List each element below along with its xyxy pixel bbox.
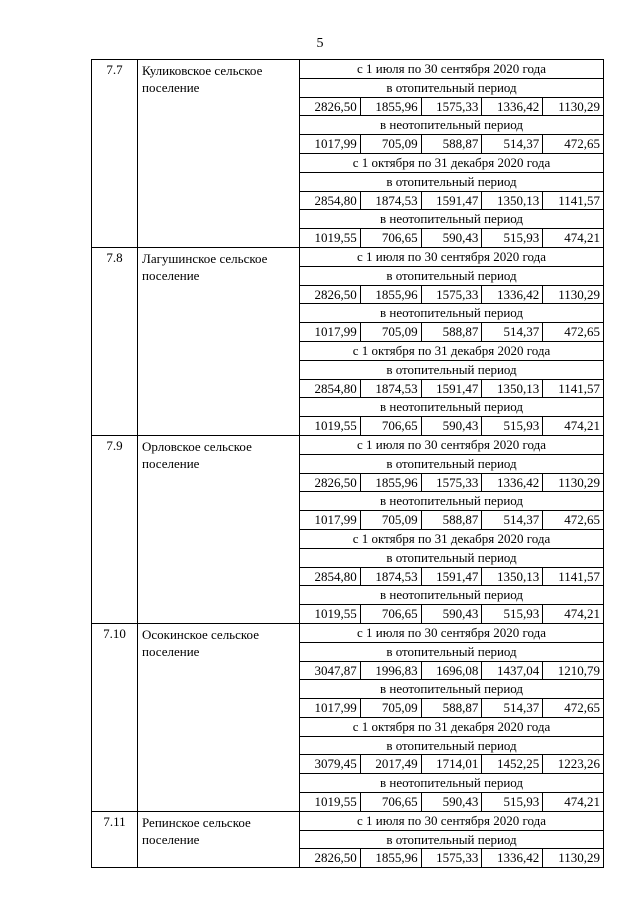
- value-cell: 2826,50: [314, 286, 357, 302]
- value-cell: 1714,01: [421, 755, 482, 773]
- value-cell: 1591,47: [421, 380, 482, 398]
- non-heating-label: в неотопительный период: [300, 210, 603, 229]
- value-cell: 1336,42: [481, 98, 542, 116]
- value-cell: 1350,13: [481, 192, 542, 210]
- row-number: 7.7: [92, 60, 138, 248]
- period-label: с 1 июля по 30 сентября 2020 года: [300, 248, 603, 267]
- values-row: [300, 417, 603, 435]
- values-row: [300, 286, 603, 305]
- non-heating-label: в неотопительный период: [300, 774, 603, 793]
- heating-label: в отопительный период: [300, 737, 603, 756]
- value-cell: 706,65: [360, 605, 421, 623]
- value-cell: 705,09: [360, 323, 421, 341]
- value-cell: 514,37: [481, 135, 542, 153]
- value-cell: 1591,47: [421, 192, 482, 210]
- row-number: 7.11: [92, 811, 138, 867]
- period-label: с 1 июля по 30 сентября 2020 года: [300, 624, 603, 643]
- values-row: [300, 662, 603, 681]
- value-cell: 2854,80: [314, 192, 357, 208]
- value-cell: 1130,29: [542, 474, 603, 492]
- value-cell: 2826,50: [314, 850, 357, 866]
- value-cell: 3079,45: [314, 756, 357, 772]
- value-cell: 472,65: [542, 511, 603, 529]
- heating-label: в отопительный период: [300, 79, 603, 98]
- values-row: [300, 755, 603, 774]
- value-cell: 1452,25: [481, 755, 542, 773]
- values-row: [300, 135, 603, 154]
- period-label: с 1 октября по 31 декабря 2020 года: [300, 154, 603, 173]
- heating-label: в отопительный период: [300, 831, 603, 850]
- value-cell: 515,93: [481, 793, 542, 811]
- non-heating-label: в неотопительный период: [300, 492, 603, 511]
- values-row: [300, 793, 603, 811]
- value-cell: 1996,83: [360, 662, 421, 680]
- table-row: [92, 60, 604, 248]
- value-cell: 1017,99: [314, 700, 357, 716]
- value-cell: 588,87: [421, 511, 482, 529]
- settlement-name: Осокинское сельское поселение: [138, 623, 300, 811]
- value-cell: 1019,55: [314, 230, 357, 246]
- value-cell: 1130,29: [542, 286, 603, 304]
- value-cell: 1874,53: [360, 380, 421, 398]
- period-label: с 1 октября по 31 декабря 2020 года: [300, 530, 603, 549]
- row-number: 7.10: [92, 623, 138, 811]
- value-cell: 2854,80: [314, 568, 357, 584]
- value-cell: 706,65: [360, 417, 421, 435]
- value-cell: 705,09: [360, 135, 421, 153]
- value-cell: 474,21: [542, 793, 603, 811]
- rates-cell: [300, 811, 604, 867]
- period-label: с 1 октября по 31 декабря 2020 года: [300, 342, 603, 361]
- value-cell: 1350,13: [481, 568, 542, 586]
- values-row: [300, 568, 603, 587]
- value-cell: 474,21: [542, 417, 603, 435]
- value-cell: 1855,96: [360, 849, 421, 867]
- value-cell: 706,65: [360, 229, 421, 247]
- heating-label: в отопительный период: [300, 549, 603, 568]
- value-cell: 1223,26: [542, 755, 603, 773]
- value-cell: 472,65: [542, 323, 603, 341]
- values-row: [300, 849, 603, 867]
- value-cell: 1019,55: [314, 418, 357, 434]
- values-row: [300, 323, 603, 342]
- settlement-name: Лагушинское сельское поселение: [138, 247, 300, 435]
- row-number: 7.8: [92, 247, 138, 435]
- value-cell: 1874,53: [360, 568, 421, 586]
- value-cell: 1874,53: [360, 192, 421, 210]
- rates-cell: [300, 435, 604, 623]
- value-cell: 474,21: [542, 229, 603, 247]
- heating-label: в отопительный период: [300, 361, 603, 380]
- value-cell: 1575,33: [421, 474, 482, 492]
- value-cell: 1855,96: [360, 98, 421, 116]
- table-row: [92, 811, 604, 867]
- value-cell: 1575,33: [421, 98, 482, 116]
- period-label: с 1 июля по 30 сентября 2020 года: [300, 436, 603, 455]
- table-row: [92, 247, 604, 435]
- value-cell: 705,09: [360, 699, 421, 717]
- value-cell: 472,65: [542, 135, 603, 153]
- settlement-name: Куликовское сельское поселение: [138, 60, 300, 248]
- value-cell: 1437,04: [481, 662, 542, 680]
- value-cell: 1141,57: [542, 568, 603, 586]
- values-row: [300, 380, 603, 399]
- value-cell: 2017,49: [360, 755, 421, 773]
- values-row: [300, 511, 603, 530]
- value-cell: 515,93: [481, 605, 542, 623]
- rates-cell: [300, 623, 604, 811]
- value-cell: 1017,99: [314, 324, 357, 340]
- settlement-name: Орловское сельское поселение: [138, 435, 300, 623]
- value-cell: 514,37: [481, 511, 542, 529]
- rates-cell: [300, 60, 604, 248]
- value-cell: 3047,87: [314, 662, 357, 678]
- non-heating-label: в неотопительный период: [300, 586, 603, 605]
- value-cell: 1575,33: [421, 286, 482, 304]
- table-row: [92, 623, 604, 811]
- value-cell: 1336,42: [481, 474, 542, 492]
- value-cell: 1336,42: [481, 286, 542, 304]
- value-cell: 474,21: [542, 605, 603, 623]
- heating-label: в отопительный период: [300, 267, 603, 286]
- heating-label: в отопительный период: [300, 173, 603, 192]
- tariff-table: [91, 59, 604, 868]
- value-cell: 590,43: [421, 605, 482, 623]
- non-heating-label: в неотопительный период: [300, 116, 603, 135]
- value-cell: 472,65: [542, 699, 603, 717]
- value-cell: 515,93: [481, 229, 542, 247]
- value-cell: 1019,55: [314, 606, 357, 622]
- rates-cell: [300, 247, 604, 435]
- value-cell: 590,43: [421, 417, 482, 435]
- non-heating-label: в неотопительный период: [300, 304, 603, 323]
- value-cell: 2826,50: [314, 98, 357, 114]
- values-row: [300, 474, 603, 493]
- value-cell: 1130,29: [542, 849, 603, 867]
- table-row: [92, 435, 604, 623]
- value-cell: 588,87: [421, 699, 482, 717]
- values-row: [300, 229, 603, 247]
- value-cell: 1141,57: [542, 192, 603, 210]
- value-cell: 1210,79: [542, 662, 603, 680]
- non-heating-label: в неотопительный период: [300, 398, 603, 417]
- value-cell: 1017,99: [314, 512, 357, 528]
- value-cell: 1336,42: [481, 849, 542, 867]
- heating-label: в отопительный период: [300, 455, 603, 474]
- value-cell: 1017,99: [314, 136, 357, 152]
- value-cell: 706,65: [360, 793, 421, 811]
- value-cell: 514,37: [481, 323, 542, 341]
- value-cell: 590,43: [421, 229, 482, 247]
- settlement-name: Репинское сельское поселение: [138, 811, 300, 867]
- page-number: 5: [316, 36, 324, 51]
- values-row: [300, 192, 603, 211]
- period-label: с 1 июля по 30 сентября 2020 года: [300, 812, 603, 831]
- values-row: [300, 699, 603, 718]
- value-cell: 1575,33: [421, 849, 482, 867]
- value-cell: 1350,13: [481, 380, 542, 398]
- value-cell: 705,09: [360, 511, 421, 529]
- value-cell: 1855,96: [360, 474, 421, 492]
- values-row: [300, 98, 603, 117]
- value-cell: 1696,08: [421, 662, 482, 680]
- value-cell: 1591,47: [421, 568, 482, 586]
- period-label: с 1 октября по 31 декабря 2020 года: [300, 718, 603, 737]
- value-cell: 2826,50: [314, 474, 357, 490]
- value-cell: 590,43: [421, 793, 482, 811]
- values-row: [300, 605, 603, 623]
- value-cell: 588,87: [421, 323, 482, 341]
- value-cell: 1019,55: [314, 794, 357, 810]
- value-cell: 1130,29: [542, 98, 603, 116]
- row-number: 7.9: [92, 435, 138, 623]
- value-cell: 1855,96: [360, 286, 421, 304]
- non-heating-label: в неотопительный период: [300, 680, 603, 699]
- period-label: с 1 июля по 30 сентября 2020 года: [300, 60, 603, 79]
- heating-label: в отопительный период: [300, 643, 603, 662]
- value-cell: 515,93: [481, 417, 542, 435]
- value-cell: 2854,80: [314, 380, 357, 396]
- value-cell: 1141,57: [542, 380, 603, 398]
- value-cell: 588,87: [421, 135, 482, 153]
- value-cell: 514,37: [481, 699, 542, 717]
